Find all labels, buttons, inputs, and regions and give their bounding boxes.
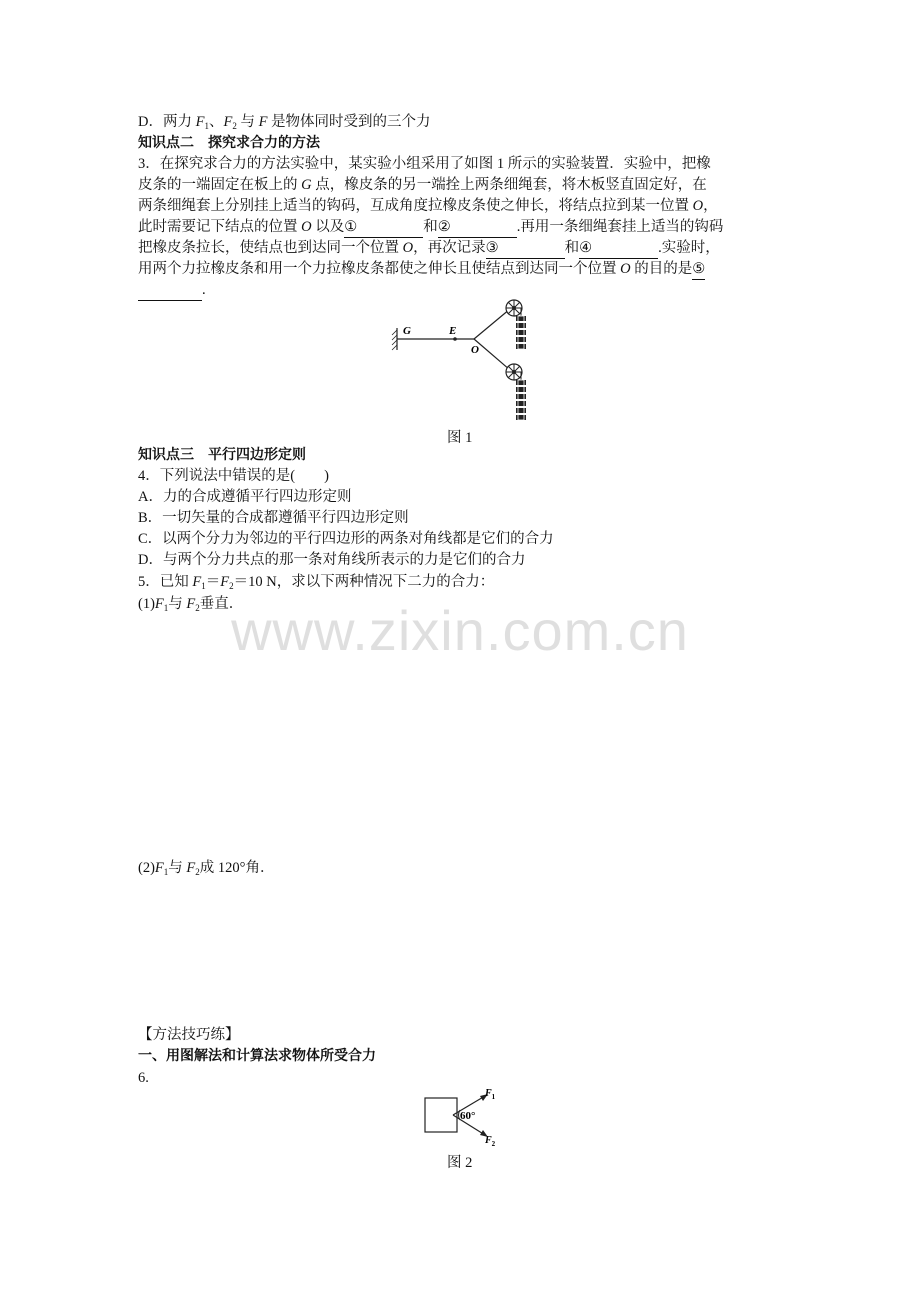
q3-line2-b: 点，橡皮条的另一端拴上两条细绳套，将木板竖直固定好，在 bbox=[311, 177, 707, 193]
q3-line6-a: 用两个力拉橡皮条和用一个力拉橡皮条都使之伸长且使结点到达同一个位置 bbox=[138, 261, 621, 277]
q3-line4-d: .再用一条细绳套挂上适当的钩码 bbox=[516, 219, 724, 235]
f1-symbol: F bbox=[154, 596, 164, 612]
q3-line5-c: 和 bbox=[564, 240, 580, 256]
angle-label: 60° bbox=[460, 1110, 476, 1122]
blank-3-label: ③ bbox=[485, 240, 499, 256]
label-f2-sub: 2 bbox=[491, 1140, 496, 1148]
answer-blank-5[interactable] bbox=[138, 280, 202, 301]
method-subheading: 一、用图解法和计算法求物体所受合力 bbox=[138, 1048, 376, 1064]
answer-blank-1[interactable] bbox=[344, 217, 423, 238]
answer-blank-4[interactable] bbox=[579, 238, 658, 259]
method-heading: 【方法技巧练】 bbox=[138, 1027, 240, 1043]
f2-symbol: F bbox=[223, 114, 233, 130]
part1-end: 垂直． bbox=[199, 596, 244, 612]
f1-symbol: F bbox=[154, 860, 164, 876]
q3-line5-d: .实验时， bbox=[658, 240, 720, 256]
f1-subscript: 1 bbox=[163, 867, 169, 877]
q3-line4-a: 此时需要记下结点的位置 bbox=[138, 219, 302, 235]
f2-symbol: F bbox=[186, 596, 196, 612]
figure-1 bbox=[388, 294, 538, 428]
q3-line7-end: . bbox=[202, 282, 206, 298]
figure-2 bbox=[418, 1080, 506, 1152]
f2-subscript: 2 bbox=[195, 867, 200, 877]
section2-heading: 知识点二 探究求合力的方法 bbox=[138, 135, 320, 151]
q3-line2 bbox=[138, 175, 707, 195]
answer-blank-5-label bbox=[692, 259, 705, 280]
lower-pulley bbox=[506, 364, 522, 380]
f2-subscript: 2 bbox=[229, 581, 234, 591]
f2-subscript: 2 bbox=[232, 121, 237, 131]
q3-line3-end: ， bbox=[703, 198, 718, 214]
f2-symbol: F bbox=[186, 860, 196, 876]
equals: ＝ bbox=[205, 574, 221, 590]
point-e bbox=[453, 337, 457, 341]
q3-line4 bbox=[138, 217, 723, 238]
q4-stem: 4．下列说法中错误的是( ) bbox=[138, 468, 329, 484]
blank-1-label: ① bbox=[344, 219, 358, 235]
f1-subscript: 1 bbox=[201, 581, 206, 591]
wall-hatch bbox=[392, 330, 397, 350]
q5-stem-b: ＝10 N，求以下两种情况下二力的合力： bbox=[233, 574, 495, 590]
f1-symbol: F bbox=[195, 114, 205, 130]
label-g: G bbox=[403, 325, 411, 337]
f2-subscript: 2 bbox=[195, 603, 200, 613]
option-d-prefix: D．两力 bbox=[138, 114, 196, 130]
answer-blank-2[interactable] bbox=[438, 217, 517, 238]
section3-heading: 知识点三 平行四边形定则 bbox=[138, 447, 306, 463]
watermark: www.zixin.com.cn bbox=[231, 599, 689, 662]
q3-line7 bbox=[138, 280, 206, 301]
q3-line6-b: 的目的是 bbox=[630, 261, 693, 277]
figure-2-caption: 图 2 bbox=[447, 1155, 473, 1171]
block bbox=[425, 1098, 457, 1132]
part2-mid: 与 bbox=[168, 860, 187, 876]
point-o: O bbox=[620, 261, 631, 277]
label-f1-letter: F bbox=[485, 1088, 492, 1099]
q3-line3 bbox=[138, 196, 718, 216]
point-o: O bbox=[692, 198, 704, 214]
q3-line3-text: 两条细绳套上分别挂上适当的钩码，互成角度拉橡皮条使之伸长，将结点拉到某一位置 bbox=[138, 198, 693, 214]
q5-stem-a: 5．已知 bbox=[138, 574, 193, 590]
label-f2-letter: F bbox=[485, 1135, 492, 1146]
label-f2 bbox=[484, 1135, 496, 1148]
q3-line5 bbox=[138, 238, 720, 259]
figure-1-caption: 图 1 bbox=[447, 430, 473, 446]
q5-stem bbox=[138, 572, 494, 592]
f1-subscript: 1 bbox=[204, 121, 209, 131]
q6-label: 6. bbox=[138, 1070, 149, 1086]
f1-subscript: 1 bbox=[163, 603, 169, 613]
f1-symbol: F bbox=[192, 574, 202, 590]
label-f1 bbox=[484, 1088, 496, 1101]
lower-string bbox=[474, 339, 510, 370]
point-o: O bbox=[402, 240, 414, 256]
label-o: O bbox=[471, 344, 479, 356]
point-o: O bbox=[301, 219, 312, 235]
q4-option-d: D．与两个分力共点的那一条对角线所表示的力是它们的合力 bbox=[138, 552, 526, 568]
q3-line2-a: 皮条的一端固定在板上的 bbox=[138, 177, 302, 193]
text-mid: 与 bbox=[236, 114, 259, 130]
f2-symbol: F bbox=[220, 574, 230, 590]
q3-line5-b: ，再次记录 bbox=[413, 240, 486, 256]
q4-option-a: A．力的合成遵循平行四边形定则 bbox=[138, 489, 352, 505]
q4-option-b: B．一切矢量的合成都遵循平行四边形定则 bbox=[138, 510, 409, 526]
q3-line4-b: 以及 bbox=[311, 219, 345, 235]
point-g: G bbox=[301, 177, 312, 193]
q3-line4-c: 和 bbox=[423, 219, 438, 235]
part1-number: (1) bbox=[138, 596, 155, 612]
upper-pulley bbox=[506, 300, 522, 316]
f-symbol: F bbox=[258, 114, 268, 130]
blank-2-label: ② bbox=[437, 219, 451, 235]
q2-option-d bbox=[138, 112, 431, 132]
answer-blank-3[interactable] bbox=[486, 238, 565, 259]
q5-part2 bbox=[138, 858, 274, 878]
upper-string bbox=[474, 309, 510, 339]
label-e: E bbox=[449, 325, 457, 337]
separator: 、 bbox=[208, 114, 224, 130]
q3-line1: 3．在探究求合力的方法实验中，某实验小组采用了如图 1 所示的实验装置．实验中，把橡 bbox=[138, 156, 711, 172]
q4-option-c: C．以两个分力为邻边的平行四边形的两条对角线都是它们的合力 bbox=[138, 531, 554, 547]
part1-mid: 与 bbox=[168, 596, 187, 612]
blank-4-label: ④ bbox=[579, 240, 593, 256]
part2-number: (2) bbox=[138, 860, 155, 876]
blank-5-label-text: ⑤ bbox=[692, 261, 706, 277]
label-f1-sub: 1 bbox=[491, 1093, 496, 1101]
option-d-suffix: 是物体同时受到的三个力 bbox=[267, 114, 431, 130]
part2-end: 成 120°角． bbox=[199, 860, 275, 876]
q3-line6 bbox=[138, 259, 705, 280]
q3-line5-a: 把橡皮条拉长，使结点也到达同一个位置 bbox=[138, 240, 403, 256]
